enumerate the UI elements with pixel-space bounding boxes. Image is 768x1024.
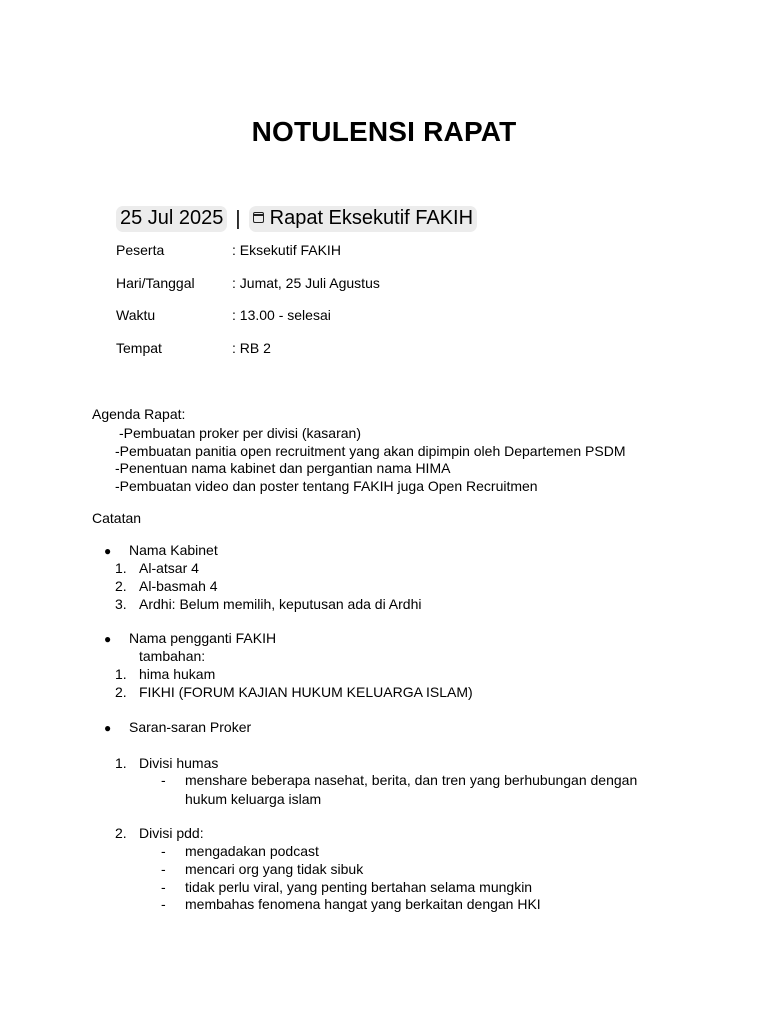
proker-point: mencari org yang tidak sibuk <box>185 861 364 877</box>
proker-point: menshare beberapa nasehat, berita, dan tren yang berhubungan dengan <box>185 772 638 788</box>
kabinet-heading: Nama Kabinet <box>129 542 218 558</box>
header-separator: | <box>235 207 241 230</box>
pengganti-note: tambahan: <box>139 648 206 664</box>
list-number: 3. <box>115 596 127 612</box>
list-number: 1. <box>115 560 127 576</box>
proker-point: hukum keluarga islam <box>185 791 322 807</box>
agenda-item: -Pembuatan panitia open recruitment yang akan dipimpin oleh Departemen PSDM <box>115 443 626 459</box>
bullet-marker: ● <box>104 544 112 558</box>
calendar-icon <box>253 212 264 223</box>
pengganti-heading: Nama pengganti FAKIH <box>129 630 277 646</box>
list-number: 2. <box>115 578 127 594</box>
list-number: 2. <box>115 684 127 700</box>
date-chip[interactable]: 25 Jul 2025 <box>116 206 227 232</box>
catatan-heading: Catatan <box>92 510 142 526</box>
meta-label-waktu: Waktu <box>116 307 156 323</box>
kabinet-item: Ardhi: Belum memilih, keputusan ada di Ardhi <box>139 596 422 612</box>
pengganti-item: FIKHI (FORUM KAJIAN HUKUM KELUARGA ISLAM) <box>139 684 473 700</box>
saran-heading: Saran-saran Proker <box>129 719 252 735</box>
agenda-heading: Agenda Rapat: <box>92 406 186 422</box>
dash-marker: - <box>161 896 166 912</box>
agenda-item: -Pembuatan video dan poster tentang FAKIH juga Open Recruitmen <box>115 478 538 494</box>
proker-point: tidak perlu viral, yang penting bertahan selama mungkin <box>185 879 533 895</box>
meta-label-hari-tanggal: Hari/Tanggal <box>116 275 195 291</box>
pengganti-item: hima hukam <box>139 666 216 682</box>
dash-marker: - <box>161 861 166 877</box>
meta-value-waktu: : 13.00 - selesai <box>232 307 331 323</box>
kabinet-item: Al-atsar 4 <box>139 560 199 576</box>
divisi-name: Divisi pdd: <box>139 825 204 841</box>
dash-marker: - <box>161 843 166 859</box>
meta-value-hari-tanggal: : Jumat, 25 Juli Agustus <box>232 275 380 291</box>
divisi-name: Divisi humas <box>139 755 219 771</box>
list-number: 1. <box>115 666 127 682</box>
meta-value-tempat: : RB 2 <box>232 340 271 356</box>
meta-label-tempat: Tempat <box>116 340 162 356</box>
list-number: 1. <box>115 755 127 771</box>
bullet-marker: ● <box>104 632 112 646</box>
event-chip[interactable] <box>249 206 477 232</box>
meeting-header <box>116 206 477 232</box>
meta-label-peserta: Peserta <box>116 242 165 258</box>
list-number: 2. <box>115 825 127 841</box>
kabinet-item: Al-basmah 4 <box>139 578 218 594</box>
dash-marker: - <box>161 772 166 788</box>
document-title: NOTULENSI RAPAT <box>251 116 517 147</box>
bullet-marker: ● <box>104 721 112 735</box>
proker-point: membahas fenomena hangat yang berkaitan dengan HKI <box>185 896 541 912</box>
meta-value-peserta: : Eksekutif FAKIH <box>232 242 341 258</box>
agenda-item: -Pembuatan proker per divisi (kasaran) <box>119 425 361 441</box>
agenda-item: -Penentuan nama kabinet dan pergantian nama HIMA <box>115 460 451 476</box>
dash-marker: - <box>161 879 166 895</box>
event-chip-label: Rapat Eksekutif FAKIH <box>269 207 474 229</box>
proker-point: mengadakan podcast <box>185 843 319 859</box>
